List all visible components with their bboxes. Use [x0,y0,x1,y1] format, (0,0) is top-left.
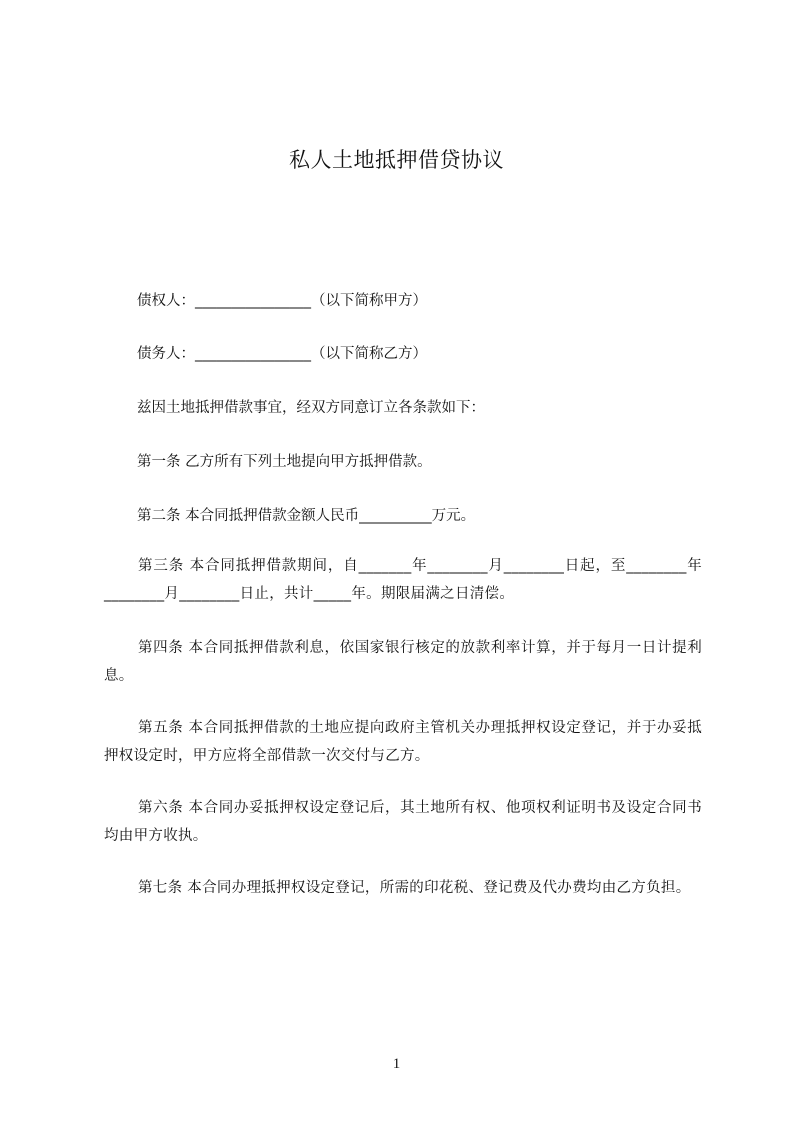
creditor-line: 债权人：________________（以下简称甲方） [137,293,427,309]
article-2: 第二条 本合同抵押借款金额人民币__________万元。 [137,508,476,524]
article-6: 第六条 本合同办妥抵押权设定登记后，其土地所有权、他项权利证明书及设定合同书均由甲方收执。 [104,800,702,844]
document-title: 私人土地抵押借贷协议 [289,148,504,172]
article-7: 第七条 本合同办理抵押权设定登记，所需的印花税、登记费及代办费均由乙方负担。 [138,880,691,896]
debtor-line: 债务人：________________（以下简称乙方） [137,346,427,362]
intro-paragraph: 兹因土地抵押借款事宜，经双方同意订立各条款如下： [137,400,485,416]
article-1: 第一条 乙方所有下列土地提向甲方抵押借款。 [137,454,432,470]
article-5: 第五条 本合同抵押借款的土地应提向政府主管机关办理抵押权设定登记，并于办妥抵押权设定时，甲方应将全部借款一次交付与乙方。 [104,720,702,764]
page-number: 1 [392,1056,401,1072]
article-3: 第三条 本合同抵押借款期间，自_______年________月________日起，至________年________月________日止，共计_____年。期限届满之日清偿。 [104,558,702,602]
article-4: 第四条 本合同抵押借款利息，依国家银行核定的放款利率计算，并于每月一日计提利息。 [104,640,702,684]
